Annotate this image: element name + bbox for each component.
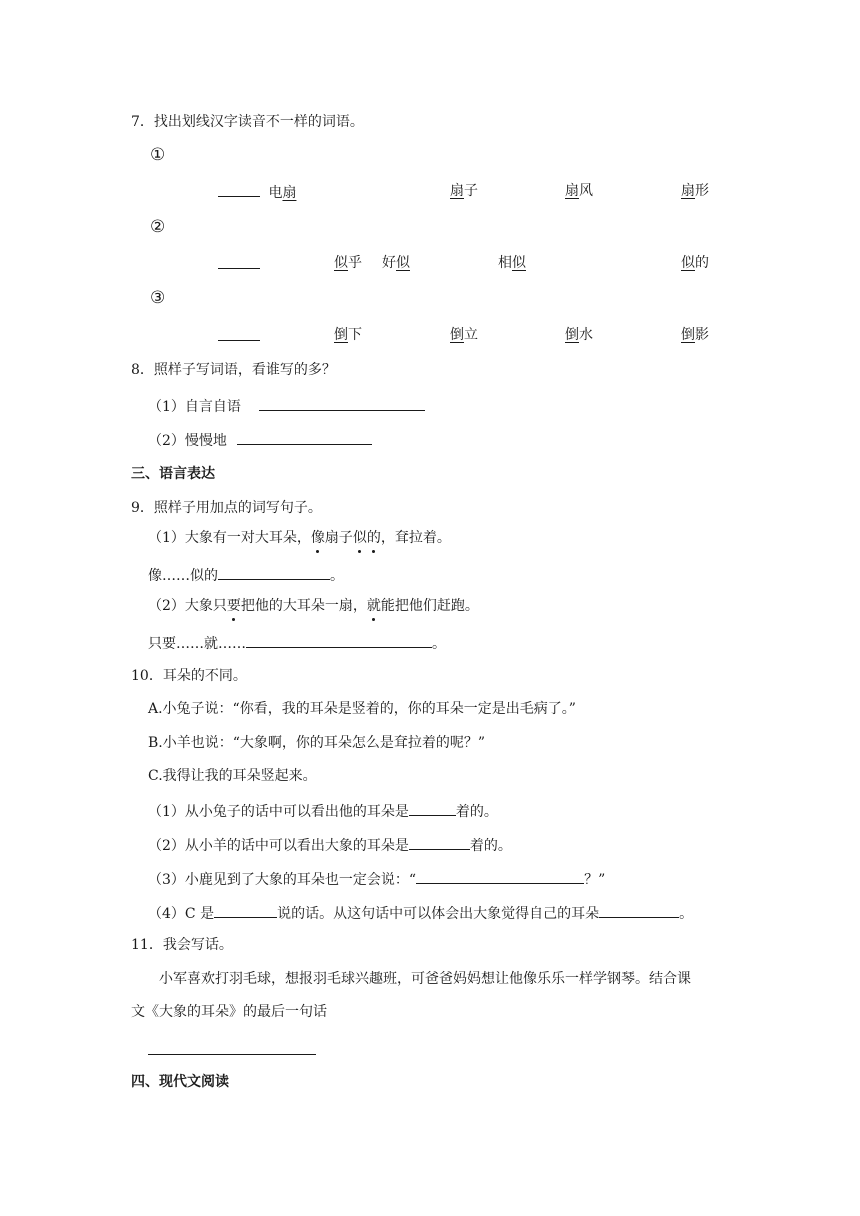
q7-group3-answer-row: [218, 326, 260, 346]
q9-title: 9．照样子用加点的词写句子。: [131, 500, 322, 516]
q9-pattern-1-blank[interactable]: [218, 565, 330, 580]
q10-question-3: （3）小鹿见到了大象的耳朵也一定会说：“ ？”: [148, 869, 605, 889]
q7-group2-answer-row: [218, 254, 260, 274]
q7-word-1-2: 扇子: [450, 183, 478, 199]
q10-quote-c: C.我得让我的耳朵竖起来。: [148, 768, 317, 784]
q7-word-2-3: 相似: [498, 255, 526, 271]
q10-q4-blank-1[interactable]: [214, 903, 277, 918]
q9-sentence-2: （2）大象只要把他的大耳朵一扇，就能把他们赶跑。: [148, 598, 479, 614]
q7-word-1-3: 扇风: [565, 183, 593, 199]
q10-q4-blank-2[interactable]: [599, 903, 679, 918]
q7-word-2-2: 好似: [382, 255, 410, 271]
q7-word-3-2: 倒立: [450, 327, 478, 343]
q11-prompt-line-1: 小军喜欢打羽毛球，想报羽毛球兴趣班，可爸爸妈妈想让他像乐乐一样学钢琴。结合课: [159, 971, 691, 987]
q9-pattern-2-blank[interactable]: [246, 633, 432, 648]
q8-item-1-blank[interactable]: [259, 396, 425, 411]
q7-word-1-1: 电扇: [268, 185, 297, 201]
q11-answer-line: [148, 1040, 316, 1060]
q7-word-3-1: 倒下: [334, 327, 362, 343]
q9-sentence-1: （1）大象有一对大耳朵，像扇子似的，耷拉着。: [148, 530, 451, 546]
q10-quote-a: A.小兔子说：“你看，我的耳朵是竖着的，你的耳朵一定是出毛病了。”: [148, 701, 576, 717]
q11-prompt-line-2: 文《大象的耳朵》的最后一句话: [131, 1004, 327, 1020]
q9-pattern-2: 只要……就…… 。: [148, 633, 446, 653]
q7-word-2-4: 似的: [681, 255, 709, 271]
q7-group2-answer-blank[interactable]: [218, 254, 260, 269]
q7-title: 7．找出划线汉字读音不一样的词语。: [131, 114, 364, 130]
q11-answer-blank[interactable]: [148, 1040, 316, 1055]
q8-title: 8．照样子写词语，看谁写的多？: [131, 362, 336, 378]
q7-group1-answer-blank[interactable]: [218, 182, 260, 197]
q7-group3-answer-blank[interactable]: [218, 326, 260, 341]
q7-group1-answer-row: [218, 182, 296, 202]
q10-q2-blank[interactable]: [409, 835, 470, 850]
q8-item-1: （1）自言自语: [148, 396, 425, 416]
q7-word-3-4: 倒影: [681, 327, 709, 343]
q7-group2-number: ②: [150, 217, 166, 237]
q10-question-4: （4）C 是 说的话。从这句话中可以体会出大象觉得自己的耳朵 。: [148, 903, 693, 923]
q7-word-2-1: 似乎: [334, 255, 362, 271]
q10-q1-blank[interactable]: [409, 801, 456, 816]
q11-title: 11．我会写话。: [131, 937, 233, 953]
section-4-heading: 四、现代文阅读: [131, 1074, 229, 1090]
q7-word-1-4: 扇形: [681, 183, 709, 199]
q10-quote-b: B.小羊也说：“大象啊，你的耳朵怎么是耷拉着的呢？”: [148, 735, 486, 751]
q7-word-3-3: 倒水: [565, 327, 593, 343]
q9-pattern-1: 像……似的 。: [148, 565, 344, 585]
q10-question-2: （2）从小羊的话中可以看出大象的耳朵是 着的。: [148, 835, 512, 855]
section-3-heading: 三、语言表达: [131, 466, 215, 482]
q7-group3-number: ③: [150, 288, 166, 308]
q8-item-2-blank[interactable]: [237, 430, 372, 445]
q7-group1-number: ①: [150, 145, 166, 165]
q10-question-1: （1）从小兔子的话中可以看出他的耳朵是 着的。: [148, 801, 498, 821]
q8-item-2: （2）慢慢地: [148, 430, 372, 450]
q10-q3-blank[interactable]: [416, 869, 584, 884]
q10-title: 10．耳朵的不同。: [131, 668, 247, 684]
